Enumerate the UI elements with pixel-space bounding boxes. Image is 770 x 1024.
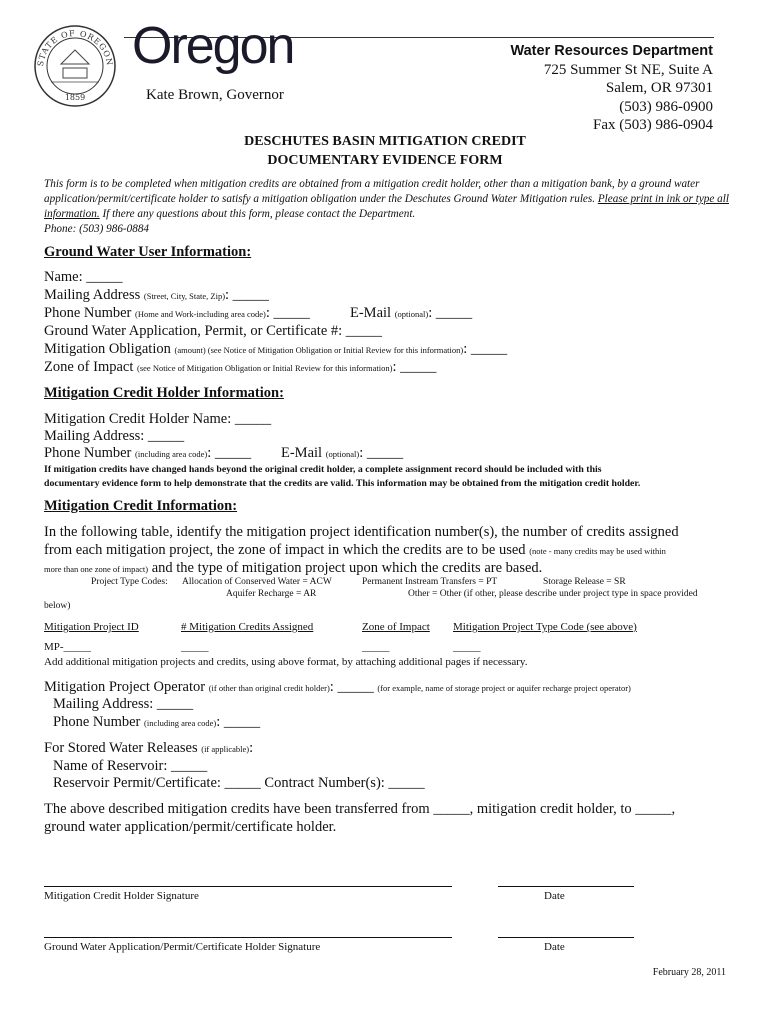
form-title-line2: DOCUMENTARY EVIDENCE FORM (267, 153, 503, 168)
credit-holder-mailing-field[interactable]: Mailing Address: _____ (44, 428, 185, 444)
intro-text: This form is to be completed when mitigation credits are obtained from a mitigation credit holder, other than a mitigation bank, by a ground water application/permit/certificate holder to satisfy a mitigation obligation under the Deschutes Ground Water Mitigation rules. (44, 178, 700, 205)
gw-user-mailing-label: Mailing Address (44, 287, 141, 303)
project-operator-field[interactable] (44, 679, 631, 696)
intro-underlined: Please print in ink or type all information. (44, 193, 729, 220)
department-fax: Fax (503) 986-0904 (593, 117, 713, 133)
gw-user-email-field[interactable] (350, 305, 472, 322)
credit-holder-email-hint: (optional) (325, 449, 360, 459)
gw-application-field[interactable]: Ground Water Application, Permit, or Certificate #: _____ (44, 323, 383, 339)
gw-user-mailing-blank: : _____ (225, 287, 269, 303)
code-acw: Allocation of Conserved Water = ACW (182, 577, 332, 587)
department-phone: (503) 986-0900 (619, 98, 713, 115)
reservoir-permit-field[interactable]: Reservoir Permit/Certificate: _____ Contract Number(s): _____ (53, 775, 425, 791)
gw-user-email-blank: : _____ (428, 305, 473, 321)
holder-date-line[interactable] (498, 886, 634, 887)
assignment-record-note (44, 463, 640, 490)
gw-user-email-hint: (optional) (394, 309, 429, 319)
operator-example: (for example, name of storage project or aquifer recharge project operator) (377, 683, 631, 693)
gw-user-name-field[interactable]: Name: _____ (44, 269, 123, 285)
code-other-cont: below) (44, 601, 71, 611)
intro-paragraph (44, 177, 734, 237)
code-pt: Permanent Instream Transfers = PT (362, 577, 498, 587)
obligation-blank: : _____ (463, 341, 508, 357)
governor-name: Kate Brown, Governor (146, 87, 284, 103)
operator-blank: : _____ (329, 679, 374, 695)
holder-signature-label: Mitigation Credit Holder Signature (44, 890, 199, 902)
zone-hint: (see Notice of Mitigation Obligation or Initial Review for this information) (137, 363, 393, 373)
mitigation-obligation-field[interactable] (44, 341, 507, 358)
obligation-label: Mitigation Obligation (44, 341, 171, 357)
credit-info-para-line2 (44, 541, 666, 560)
zone-label: Zone of Impact (44, 359, 134, 375)
applicant-signature-label: Ground Water Application/Permit/Certificate Holder Signature (44, 941, 321, 953)
add-projects-note: Add additional mitigation projects and credits, using above format, by attaching additional pages if necessary. (44, 656, 528, 668)
seal-year: 1859 (64, 93, 86, 102)
operator-phone-label: Phone Number (53, 714, 141, 730)
gw-user-phone-hint: (Home and Work-including area code) (135, 309, 266, 319)
col-zone-of-impact: Zone of Impact (362, 621, 430, 633)
credit-holder-phone-label: Phone Number (44, 445, 132, 461)
credit-info-para-line3-text: and the type of mitigation project upon which the credits are based. (151, 560, 543, 576)
table-row-project-id[interactable]: MP-_____ (44, 641, 92, 653)
credit-holder-phone-blank: : _____ (207, 445, 252, 461)
assignment-note-line2: documentary evidence form to help demonstrate that the credits are valid. This information may be obtained from the mitigation credit holder. (44, 477, 641, 489)
zone-blank: : _____ (392, 359, 437, 375)
table-row-credits[interactable]: _____ (181, 641, 209, 653)
form-title-line1: DESCHUTES BASIN MITIGATION CREDIT (244, 134, 526, 149)
transfer-statement-line2: ground water application/permit/certificate holder. (44, 819, 337, 835)
gw-user-phone-field[interactable] (44, 305, 310, 322)
table-row-type-code[interactable]: _____ (453, 641, 481, 653)
gw-user-mailing-hint: (Street, City, State, Zip) (143, 291, 226, 301)
credit-info-para-line3 (44, 559, 542, 578)
credit-info-para-line1: In the following table, identify the mitigation project identification number(s), the number of credits assigned (44, 524, 679, 540)
credit-holder-phone-field[interactable] (44, 445, 251, 462)
transfer-statement-line1[interactable]: The above described mitigation credits have been transferred from _____, mitigation credit holder, to _____, (44, 801, 676, 817)
credit-holder-heading: Mitigation Credit Holder Information: (44, 385, 284, 401)
gw-user-phone-blank: : _____ (265, 305, 310, 321)
project-type-codes-label: Project Type Codes: (91, 577, 168, 587)
code-sr: Storage Release = SR (543, 577, 626, 587)
stored-water-label: For Stored Water Releases (44, 740, 198, 756)
gw-user-phone-label: Phone Number (44, 305, 132, 321)
stored-water-hint: (if applicable) (201, 744, 250, 754)
department-name: Water Resources Department (510, 43, 713, 59)
credit-holder-email-blank: : _____ (359, 445, 404, 461)
operator-phone-hint: (including area code) (144, 718, 217, 728)
footer-date: February 28, 2011 (652, 967, 726, 978)
applicant-date-label: Date (544, 941, 565, 953)
reservoir-name-field[interactable]: Name of Reservoir: _____ (53, 758, 208, 774)
credit-info-heading: Mitigation Credit Information: (44, 498, 238, 514)
gw-user-mailing-field[interactable] (44, 287, 269, 304)
gw-user-heading: Ground Water User Information: (44, 244, 252, 260)
operator-label: Mitigation Project Operator (44, 679, 206, 695)
department-address-line1: 725 Summer St NE, Suite A (543, 61, 713, 78)
intro-text-after: If there any questions about this form, please contact the Department. (99, 208, 416, 220)
col-project-type-code: Mitigation Project Type Code (see above) (453, 621, 637, 633)
credit-holder-phone-hint: (including area code) (135, 449, 208, 459)
code-other: Other = Other (if other, please describe under project type in space provided (408, 589, 698, 599)
applicant-date-line[interactable] (498, 937, 634, 938)
obligation-hint: (amount) (see Notice of Mitigation Obligation or Initial Review for this information) (174, 345, 464, 355)
assignment-note-line1: If mitigation credits have changed hands beyond the original credit holder, a complete assignment record should be included with this (44, 464, 602, 475)
gw-user-email-label: E-Mail (350, 305, 392, 321)
col-credits-assigned: # Mitigation Credits Assigned (181, 621, 314, 633)
code-ar: Aquifer Recharge = AR (226, 589, 317, 599)
department-address-line2: Salem, OR 97301 (605, 80, 713, 96)
operator-phone-blank: : _____ (216, 714, 261, 730)
oregon-logo: Oregon (132, 17, 294, 75)
credit-info-para-line2-text: from each mitigation project, the zone of impact in which the credits are to be used (44, 542, 526, 558)
operator-phone-field[interactable] (53, 714, 260, 731)
credit-holder-email-field[interactable] (281, 445, 403, 462)
credit-holder-name-field[interactable]: Mitigation Credit Holder Name: _____ (44, 411, 272, 427)
intro-phone: Phone: (503) 986-0884 (44, 223, 150, 235)
credit-holder-email-label: E-Mail (281, 445, 323, 461)
credit-info-para-line3-note: more than one zone of impact) (44, 564, 149, 574)
holder-date-label: Date (544, 890, 565, 902)
zone-of-impact-field[interactable] (44, 359, 436, 376)
oregon-state-seal (33, 24, 117, 108)
seal-top-text: STATE OF OREGON (35, 28, 115, 67)
col-project-id: Mitigation Project ID (44, 621, 139, 633)
department-address-block (470, 42, 713, 135)
operator-hint: (if other than original credit holder) (208, 683, 330, 693)
stored-water-colon: : (249, 740, 254, 756)
stored-water-heading (44, 740, 253, 757)
table-row-zone[interactable]: _____ (362, 641, 390, 653)
credit-info-para-line2-note: (note - many credits may be used within (529, 546, 666, 556)
holder-signature-line[interactable] (44, 886, 452, 887)
applicant-signature-line[interactable] (44, 937, 452, 938)
operator-mailing-field[interactable]: Mailing Address: _____ (53, 696, 194, 712)
